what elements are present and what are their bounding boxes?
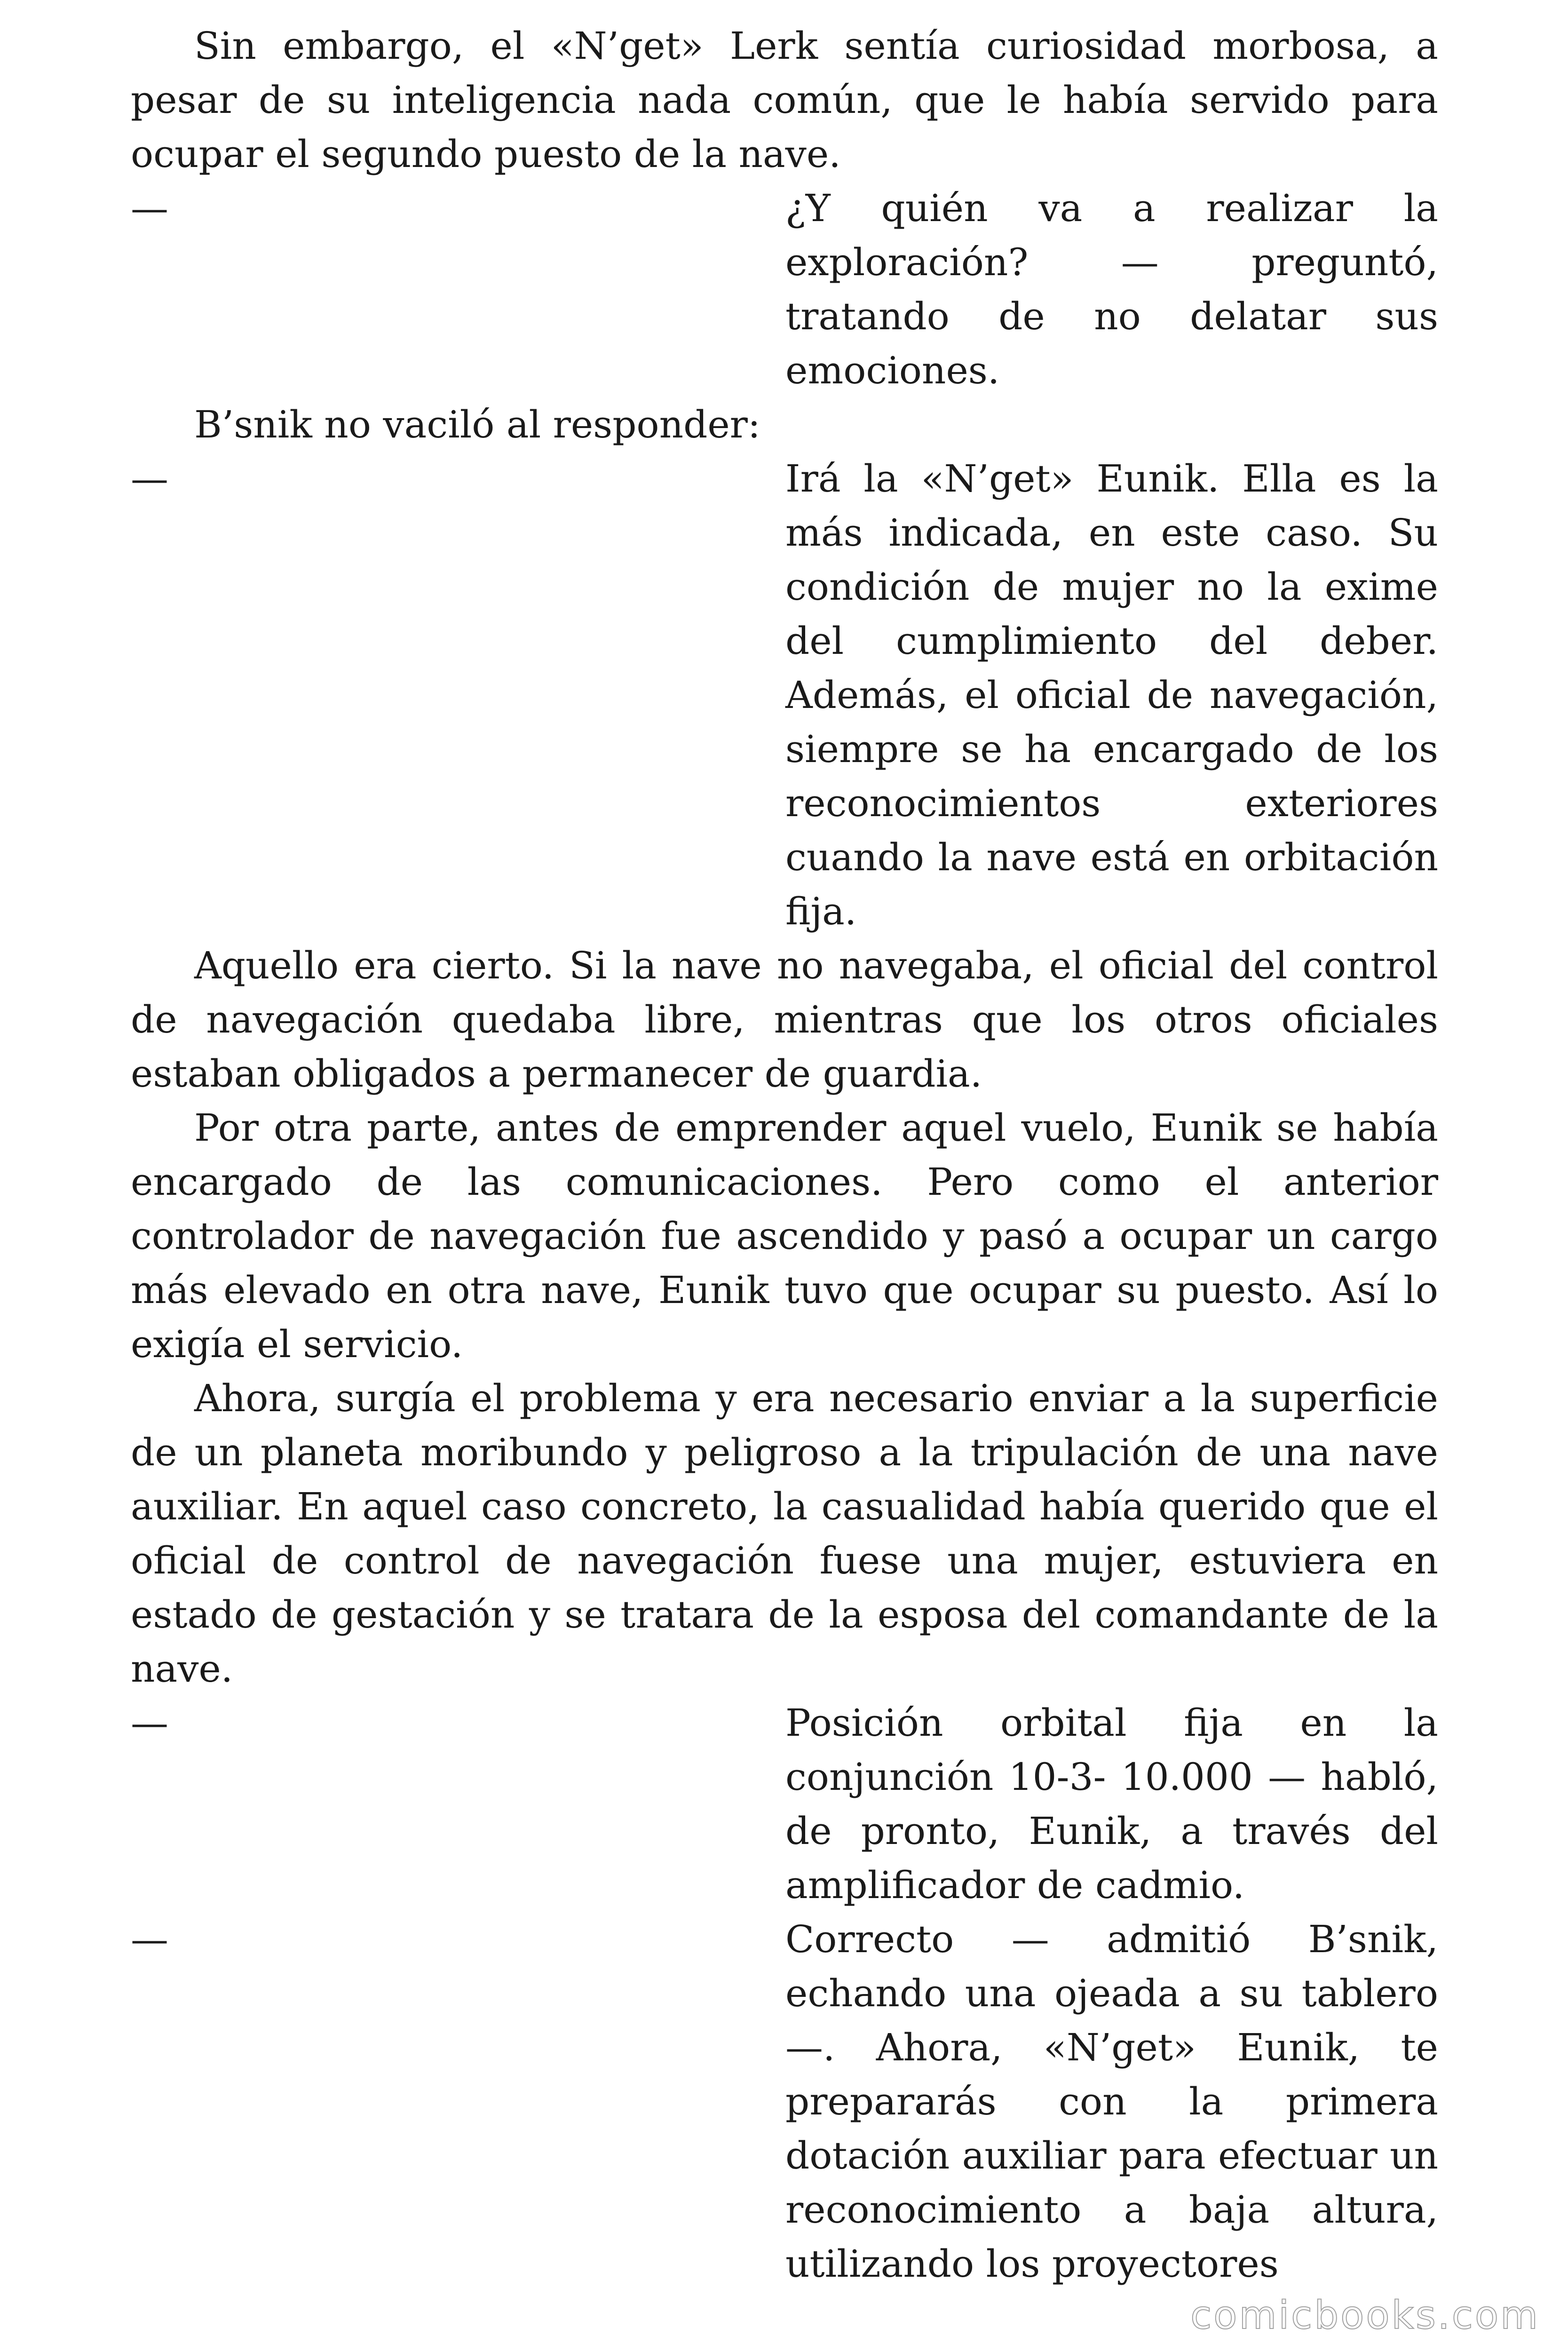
paragraph: Aquello era cierto. Si la nave no navegaba, el oficial del control de navegación quedaba libre, mientras que los otros oficiales estaban obligados a permanecer de guardia.	[131, 944, 1438, 1096]
dialog-line	[131, 181, 1438, 397]
watermark: comicbooks.com	[1190, 2293, 1540, 2338]
dialog-dash: —	[131, 1917, 168, 1961]
dialog-text: Correcto — admitió B’snik, echando una ojeada a su tablero —. Ahora, «N’get» Eunik, te prepararás con la primera dotación auxiliar para efectuar un reconocimiento a baja altura, utilizando los proyectores	[785, 1917, 1438, 2286]
paragraph: Sin embargo, el «N’get» Lerk sentía curiosidad morbosa, a pesar de su inteligencia nada común, que le había servido para ocupar el segundo puesto de la nave.	[131, 24, 1438, 176]
dialog-text: ¿Y quién va a realizar la exploración? — preguntó, tratando de no delatar sus emociones.	[785, 186, 1438, 392]
dialog-text: Posición orbital fija en la conjunción 10-3- 10.000 — habló, de pronto, Eunik, a través del amplificador de cadmio.	[785, 1701, 1438, 1907]
paragraph: B’snik no vaciló al responder:	[194, 403, 760, 446]
dialog-dash: —	[131, 457, 168, 501]
dialog-line	[131, 452, 1438, 938]
dialog-dash: —	[131, 1701, 168, 1745]
paragraph: Por otra parte, antes de emprender aquel vuelo, Eunik se había encargado de las comunicaciones. Pero como el anterior controlador de navegación fue ascendido y pasó a ocupar un cargo más elevado en otra nave, Eunik tuvo que ocupar su puesto. Así lo exigía el servicio.	[131, 1106, 1438, 1366]
text-column	[131, 19, 1438, 2291]
paragraph: Ahora, surgía el problema y era necesario enviar a la superficie de un planeta moribundo y peligroso a la tripulación de una nave auxiliar. En aquel caso concreto, la casualidad había querido que el oficial de control de navegación fuese una mujer, estuviera en estado de gestación y se tratara de la esposa del comandante de la nave.	[131, 1376, 1438, 1691]
dialog-line	[131, 1912, 1438, 2291]
dialog-line	[131, 1696, 1438, 1912]
dialog-text: Irá la «N’get» Eunik. Ella es la más indicada, en este caso. Su condición de mujer no la exime del cumplimiento del deber. Además, el oficial de navegación, siempre se ha encargado de los reconocimientos exteriores cuando la nave está en orbitación fija.	[785, 457, 1438, 933]
dialog-dash: —	[131, 186, 168, 230]
